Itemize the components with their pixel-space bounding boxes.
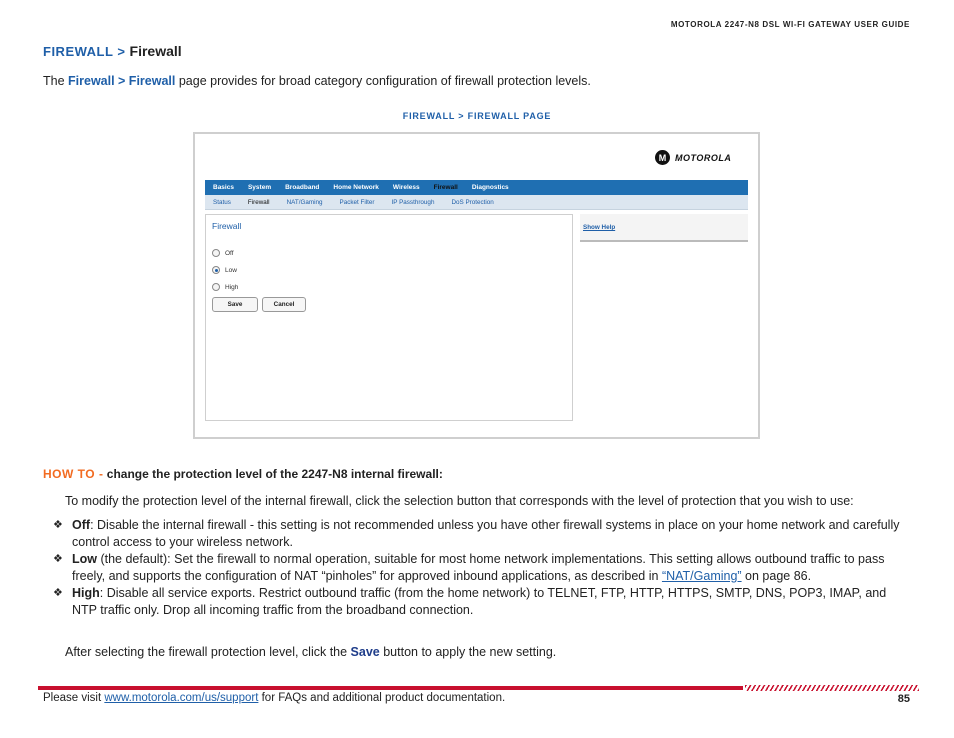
subnav-dos-protection[interactable]: DoS Protection [451,198,494,206]
show-help-link[interactable]: Show Help [583,224,616,231]
diamond-bullet-icon: ❖ [53,519,63,531]
option-high[interactable] [212,283,238,291]
option-list [53,517,903,619]
cancel-button[interactable]: Cancel [262,297,306,312]
nav-diagnostics[interactable]: Diagnostics [471,184,509,191]
firewall-screenshot [193,132,760,439]
motorola-logo-icon: M [655,150,670,165]
sub-nav [205,195,748,210]
closing-paragraph [65,644,556,661]
subnav-packet-filter[interactable]: Packet Filter [339,198,375,206]
howto-text: change the protection level of the 2247-N8 internal firewall: [103,467,443,481]
option-off-label: Off [225,249,234,257]
footer-hatch [745,685,919,691]
help-panel [580,214,748,242]
option-low[interactable] [212,266,237,274]
nat-gaming-link[interactable]: “NAT/Gaming” [661,569,742,583]
page-number: 85 [897,693,910,705]
closing-pre: After selecting the firewall protection level, click the [65,645,351,659]
high-term: High [72,586,100,600]
section-sep: > [113,44,130,59]
nav-home-network[interactable]: Home Network [333,184,379,191]
intro-paragraph [43,73,591,90]
radio-off[interactable] [212,249,220,257]
save-button[interactable]: Save [212,297,258,312]
main-nav [205,180,748,195]
save-word: Save [350,645,380,659]
howto-heading [43,467,443,481]
nav-basics[interactable]: Basics [213,184,234,191]
section-title: Firewall [129,43,182,59]
low-text: (the default): Set the firewall to normal operation, suitable for most home network implementations. This setting allows outbound traffic to pass freely, and supports the configuration of NAT “pinholes” for approved inbound applications, as described in [72,552,885,583]
subnav-firewall[interactable]: Firewall [247,198,270,206]
subnav-status[interactable]: Status [213,198,231,206]
intro-pre: The [43,74,69,88]
nav-firewall[interactable]: Firewall [433,184,458,191]
subnav-nat-gaming[interactable]: NAT/Gaming [286,198,323,206]
subnav-ip-passthrough[interactable]: IP Passthrough [391,198,435,206]
intro-highlight: Firewall > Firewall [68,74,176,88]
section-heading [43,43,182,59]
closing-post: button to apply the new setting. [379,645,557,659]
option-off[interactable] [212,249,234,257]
support-link[interactable]: www.motorola.com/us/support [104,692,259,704]
footer-text [43,692,505,704]
list-item [53,551,903,585]
footer-rule [38,686,743,690]
high-text: : Disable all service exports. Restrict outbound traffic (from the home network) to TELNET, FTP, HTTP, HTTPS, SMTP, DNS, POP3, IMAP, and NTP traffic only. Drop all incoming traffic from the broadband connection. [72,586,887,617]
radio-high[interactable] [212,283,220,291]
option-low-label: Low [225,266,237,274]
radio-low[interactable] [212,266,220,274]
firewall-panel [205,214,573,421]
option-high-label: High [225,283,239,291]
low-term: Low [72,552,97,566]
nav-broadband[interactable]: Broadband [285,184,320,191]
guide-title: MOTOROLA 2247-N8 DSL WI-FI GATEWAY USER GUIDE [670,20,910,29]
nav-system[interactable]: System [247,184,272,191]
panel-title: Firewall [212,221,242,231]
howto-tag: HOW TO - [43,467,104,481]
footer-post: for FAQs and additional product documentation. [258,692,506,704]
figure-caption: FIREWALL > FIREWALL PAGE [402,111,552,121]
motorola-logo [655,150,731,165]
off-text: : Disable the internal firewall - this setting is not recommended unless you have other firewall systems in place on your home network and carefully control access to your wireless network. [72,518,900,549]
diamond-bullet-icon: ❖ [53,587,63,599]
nav-wireless[interactable]: Wireless [392,184,420,191]
list-item [53,517,903,551]
section-crumb: FIREWALL [43,44,114,59]
intro-post: page provides for broad category configuration of firewall protection levels. [175,74,591,88]
instruction-paragraph: To modify the protection level of the internal firewall, click the selection button that corresponds with the level of protection that you wish to use: [65,494,854,508]
low-after: on page 86. [741,569,812,583]
off-term: Off [72,518,91,532]
footer-pre: Please visit [43,692,105,704]
list-item [53,585,903,619]
diamond-bullet-icon: ❖ [53,553,63,565]
logo-text: MOTOROLA [675,152,732,163]
